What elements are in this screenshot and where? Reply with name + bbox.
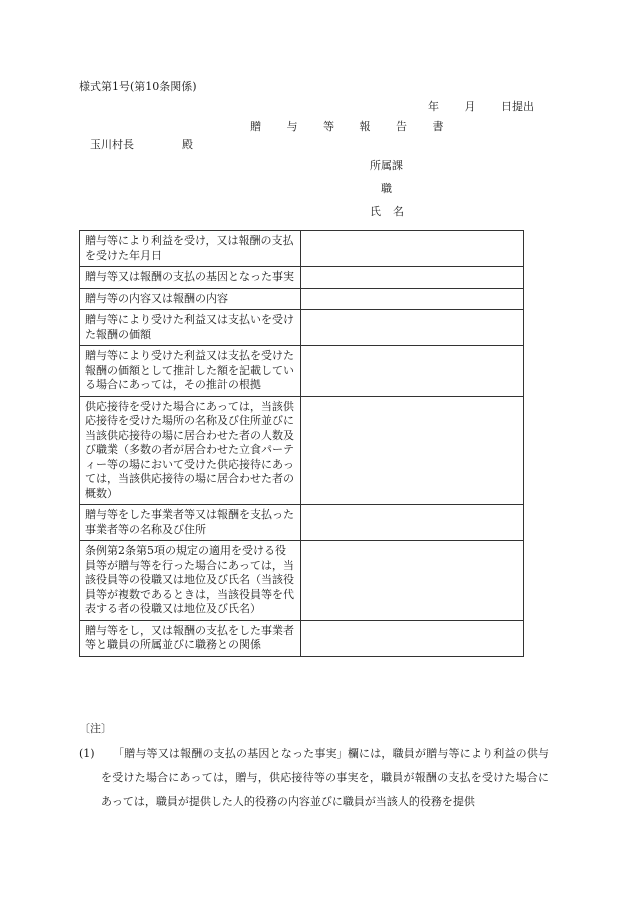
table-row	[80, 231, 524, 267]
addressee	[90, 138, 193, 152]
row-value-field[interactable]	[301, 231, 524, 267]
row-value-field[interactable]	[301, 310, 524, 346]
row-label: 条例第2条第5項の規定の適用を受ける役員等が贈与等を行った場合にあっては，当該役員等の役職又は地位及び氏名（当該役員等が複数であるときは，当該役員等を代表する者の役職又は地位及び氏名）	[80, 541, 301, 621]
row-label: 贈与等の内容又は報酬の内容	[80, 288, 301, 310]
addressee-name: 玉川村長	[90, 138, 134, 151]
note-number: (1)	[79, 747, 95, 760]
row-value-field[interactable]	[301, 505, 524, 541]
table-row	[80, 288, 524, 310]
date-month-label: 月	[464, 100, 476, 113]
row-value-field[interactable]	[301, 396, 524, 505]
post-label: 職	[381, 182, 392, 195]
table-row	[80, 620, 524, 656]
date-day-submitted-label: 日提出	[501, 100, 534, 113]
row-value-field[interactable]	[301, 346, 524, 397]
document-title: 贈 与 等 報 告 書	[250, 120, 455, 133]
submission-date	[428, 100, 534, 114]
table-row	[80, 541, 524, 621]
row-label: 贈与等又は報酬の支払の基因となった事実	[80, 267, 301, 289]
department-label: 所属課	[370, 159, 403, 172]
date-year-label: 年	[428, 100, 439, 113]
name-label-given: 名	[393, 205, 404, 218]
report-table	[79, 230, 524, 657]
table-row	[80, 346, 524, 397]
name-label	[370, 205, 404, 219]
row-value-field[interactable]	[301, 620, 524, 656]
row-label: 供応接待を受けた場合にあっては，当該供応接待を受けた場所の名称及び住所並びに当該供応接待の場に居合わせた者の人数及び職業（多数の者が居合わせた立食パーティー等の場において受けた供応接待にあっては，当該供応接待の場に居合わせた者の概数）	[80, 396, 301, 505]
name-label-family: 氏	[370, 205, 381, 218]
notes-heading: 〔注〕	[79, 722, 112, 735]
note-text: 「贈与等又は報酬の支払の基因となった事実」欄には，職員が贈与等により利益の供与を受けた場合にあっては，贈与，供応接待等の事実を，職員が報酬の支払を受けた場合にあっては，職員が提供した人的役務の内容並びに職員が当該人的役務を提供	[101, 747, 549, 808]
table-row	[80, 310, 524, 346]
row-label: 贈与等により利益を受け，又は報酬の支払を受けた年月日	[80, 231, 301, 267]
row-label: 贈与等により受けた利益又は支払を受けた報酬の価額として推計した額を記載している場合にあっては，その推計の根拠	[80, 346, 301, 397]
addressee-honorific: 殿	[182, 138, 193, 151]
table-row	[80, 267, 524, 289]
row-label: 贈与等をし，又は報酬の支払をした事業者等と職員の所属並びに職務との関係	[80, 620, 301, 656]
note-item	[79, 742, 549, 814]
row-label: 贈与等をした事業者等又は報酬を支払った事業者等の名称及び住所	[80, 505, 301, 541]
row-value-field[interactable]	[301, 267, 524, 289]
table-row	[80, 505, 524, 541]
row-value-field[interactable]	[301, 541, 524, 621]
row-label: 贈与等により受けた利益又は支払いを受けた報酬の価額	[80, 310, 301, 346]
row-value-field[interactable]	[301, 288, 524, 310]
table-row	[80, 396, 524, 505]
form-number: 様式第1号(第10条関係)	[79, 80, 197, 93]
report-table-body	[80, 231, 524, 657]
